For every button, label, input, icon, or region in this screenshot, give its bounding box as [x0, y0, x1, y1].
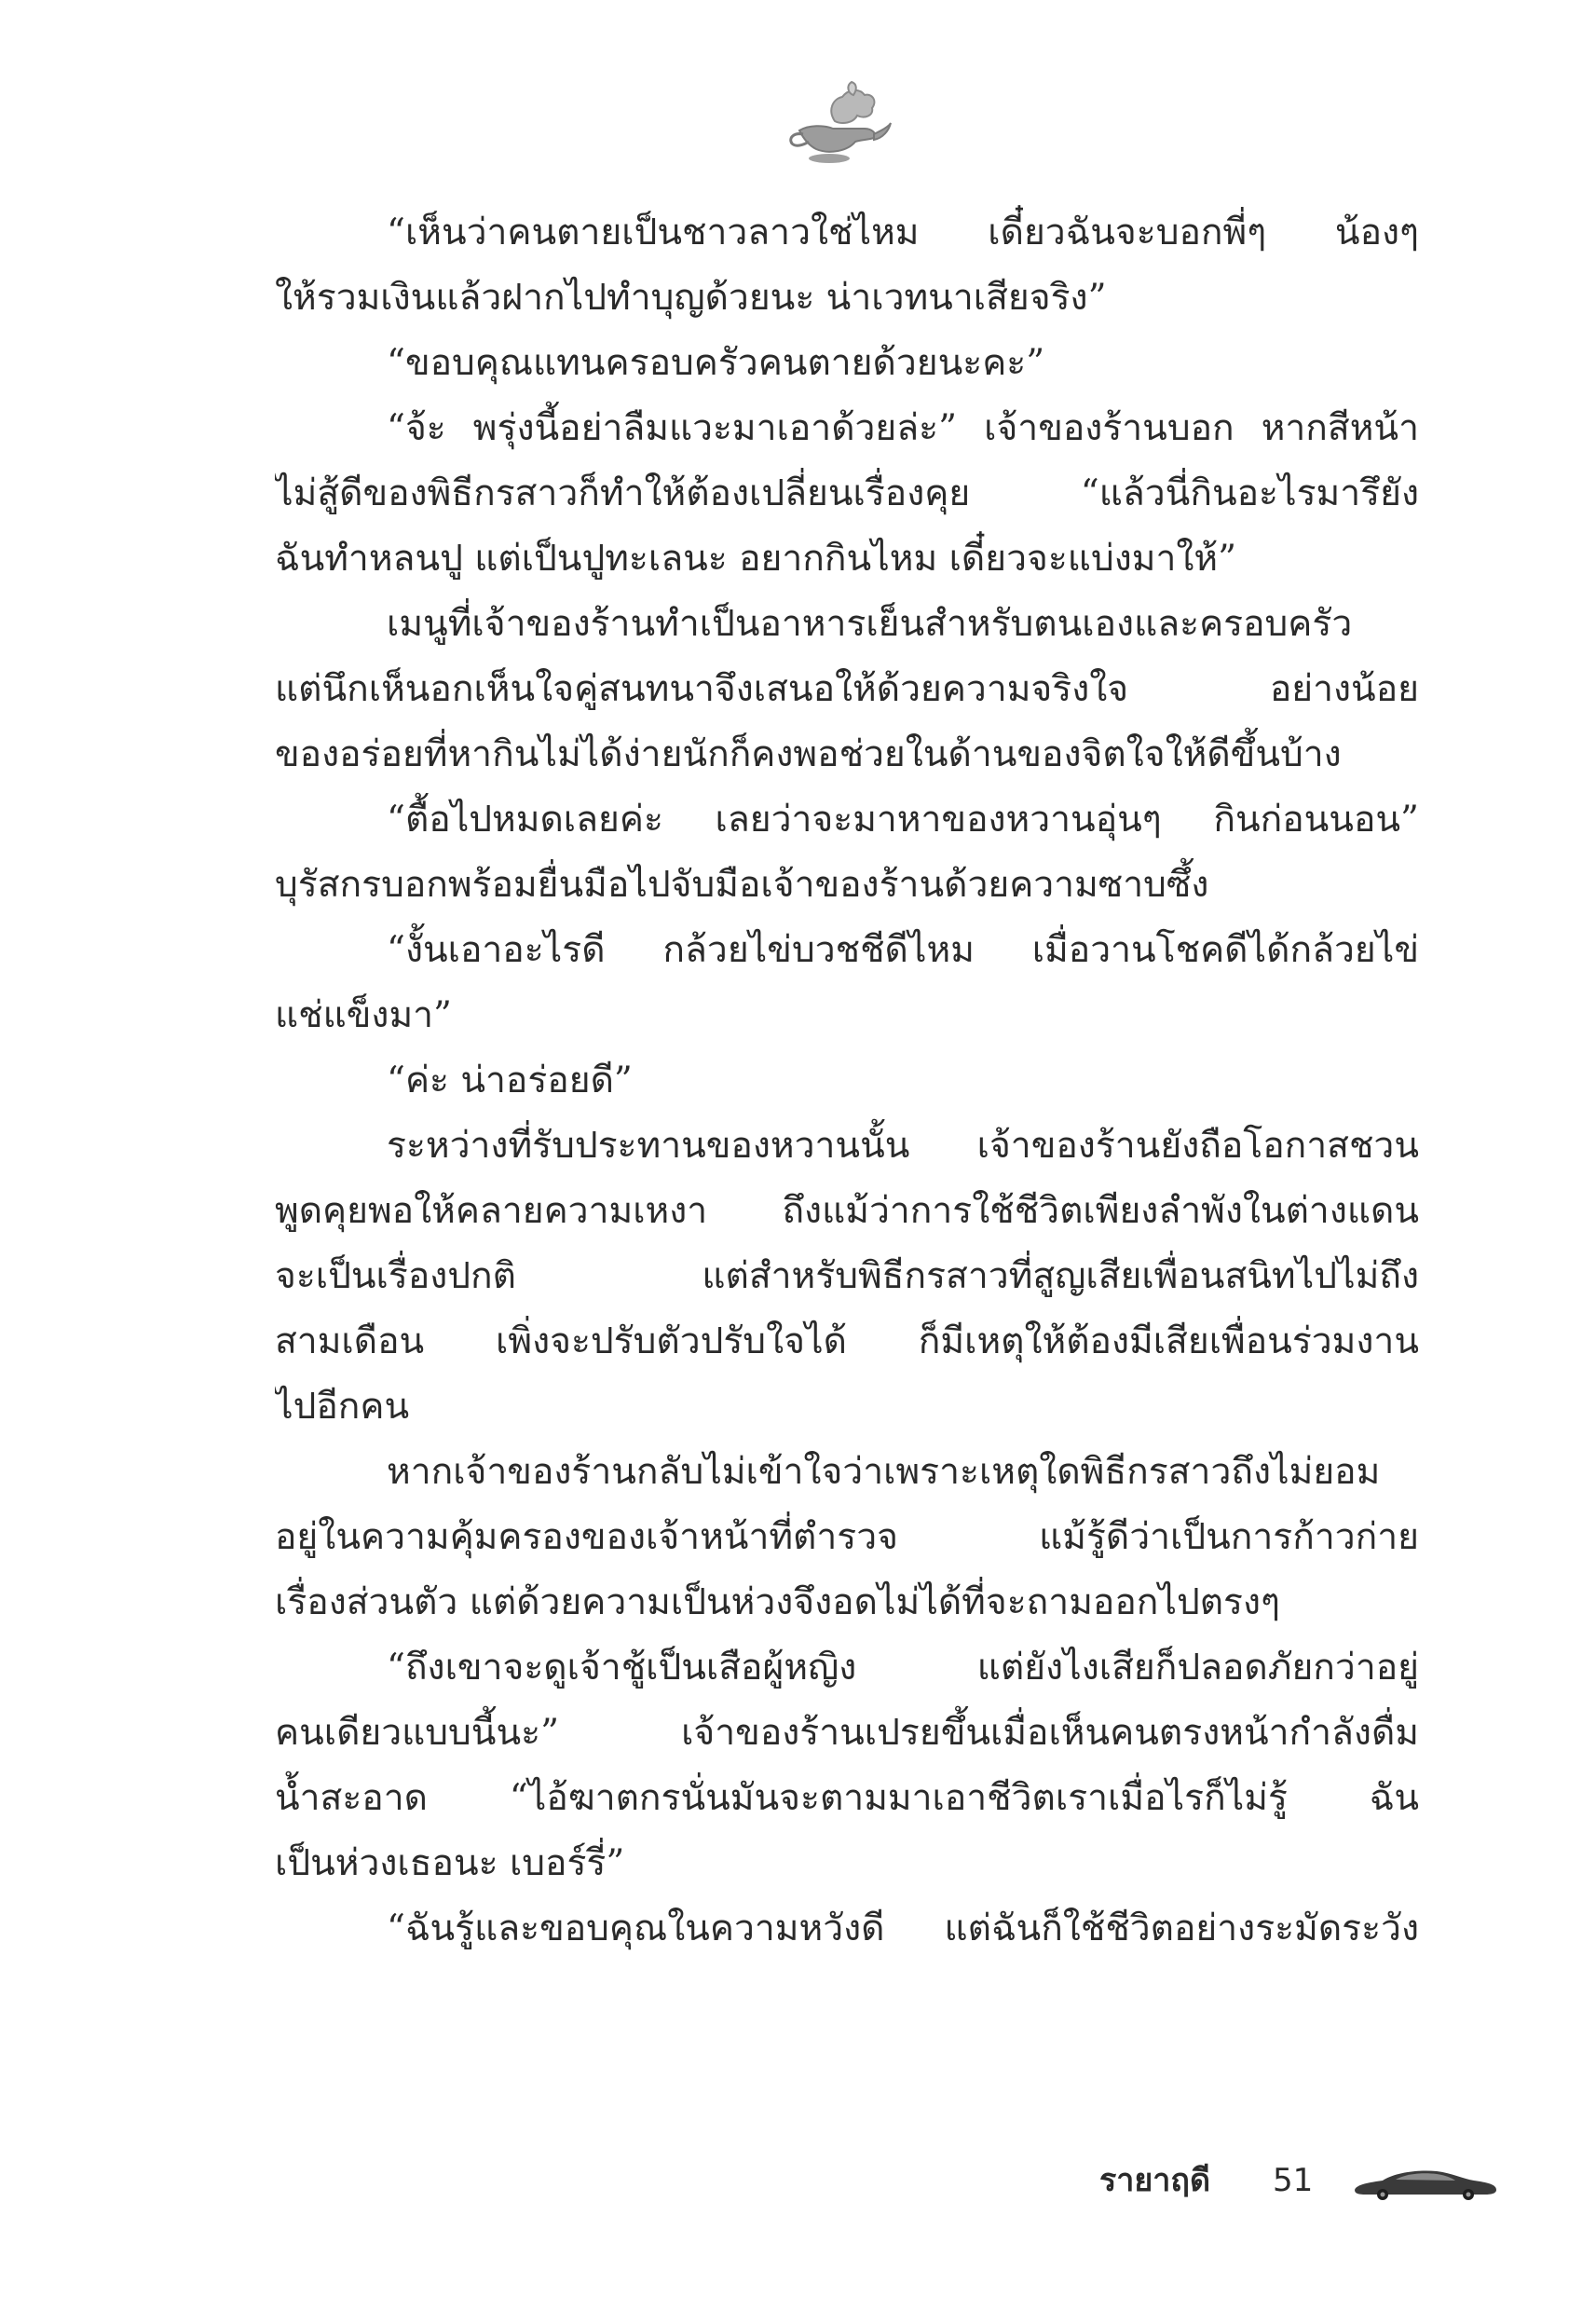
text-line: “ตื้อไปหมดเลยค่ะ เลยว่าจะมาหาของหวานอุ่นๆ กินก่อนนอน” [387, 799, 1419, 841]
text-line: อยู่ในความคุ้มครองของเจ้าหน้าที่ตำรวจ แม้รู้ดีว่าเป็นการก้าวก่าย [275, 1516, 1419, 1558]
text-line: พูดคุยพอให้คลายความเหงา ถึงแม้ว่าการใช้ชีวิตเพียงลำพังในต่างแดน [275, 1190, 1419, 1232]
text-line: เรื่องส่วนตัว แต่ด้วยความเป็นห่วงจึงอดไม่ได้ที่จะถามออกไปตรงๆ [275, 1581, 1280, 1623]
text-line: ไปอีกคน [275, 1386, 410, 1428]
text-line: ให้รวมเงินแล้วฝากไปทำบุญด้วยนะ น่าเวทนาเสียจริง” [275, 277, 1107, 319]
text-line: บุรัสกรบอกพร้อมยื่นมือไปจับมือเจ้าของร้านด้วยความซาบซึ้ง [275, 864, 1209, 906]
page-footer [1099, 2154, 1519, 2210]
text-line: หากเจ้าของร้านกลับไม่เข้าใจว่าเพราะเหตุใดพิธีกรสาวถึงไม่ยอม [387, 1451, 1381, 1493]
text-line: ฉันทำหลนปู แต่เป็นปูทะเลนะ อยากกินไหม เดี๋ยวจะแบ่งมาให้” [275, 538, 1237, 580]
text-line: “งั้นเอาอะไรดี กล้วยไข่บวชชีดีไหม เมื่อวานโชคดีได้กล้วยไข่ [387, 929, 1419, 971]
text-line: “ขอบคุณแทนครอบครัวคนตายด้วยนะคะ” [387, 342, 1045, 384]
text-line: “ฉันรู้และขอบคุณในความหวังดี แต่ฉันก็ใช้ชีวิตอย่างระมัดระวัง [387, 1908, 1419, 1949]
car-icon [1351, 2164, 1500, 2201]
text-line: ไม่สู้ดีของพิธีกรสาวก็ทำให้ต้องเปลี่ยนเรื่องคุย “แล้วนี่กินอะไรมารึยัง [275, 472, 1419, 514]
text-line: “ถึงเขาจะดูเจ้าชู้เป็นเสือผู้หญิง แต่ยังไงเสียก็ปลอดภัยกว่าอยู่ [387, 1647, 1419, 1689]
text-line: แต่นึกเห็นอกเห็นใจคู่สนทนาจึงเสนอให้ด้วยความจริงใจ อย่างน้อย [275, 668, 1419, 710]
text-line: “เห็นว่าคนตายเป็นชาวลาวใช่ไหม เดี๋ยวฉันจะบอกพี่ๆ น้องๆ [387, 212, 1419, 253]
text-line: “ค่ะ น่าอร่อยดี” [387, 1060, 633, 1101]
book-title: รายาฤดี [1099, 2162, 1211, 2199]
text-line: คนเดียวแบบนี้นะ” เจ้าของร้านเปรยขึ้นเมื่อเห็นคนตรงหน้ากำลังดื่ม [275, 1712, 1419, 1754]
genie-lamp-icon [781, 73, 893, 166]
text-line: เมนูที่เจ้าของร้านทำเป็นอาหารเย็นสำหรับตนเองและครอบครัว [387, 603, 1353, 645]
text-line: สามเดือน เพิ่งจะปรับตัวปรับใจได้ ก็มีเหตุให้ต้องมีเสียเพื่อนร่วมงาน [275, 1320, 1419, 1362]
text-line: แช่แข็งมา” [275, 994, 452, 1036]
text-line: เป็นห่วงเธอนะ เบอร์รี่” [275, 1842, 625, 1884]
text-line: “จ้ะ พรุ่งนี้อย่าลืมแวะมาเอาด้วยล่ะ” เจ้าของร้านบอก หากสีหน้า [387, 407, 1419, 449]
text-line: จะเป็นเรื่องปกติ แต่สำหรับพิธีกรสาวที่สูญเสียเพื่อนสนิทไปไม่ถึง [275, 1255, 1419, 1297]
text-line: ของอร่อยที่หากินไม่ได้ง่ายนักก็คงพอช่วยในด้านของจิตใจให้ดีขึ้นบ้าง [275, 733, 1342, 775]
body-text [275, 200, 1419, 1962]
text-line: ระหว่างที่รับประทานของหวานนั้น เจ้าของร้านยังถือโอกาสชวน [387, 1125, 1419, 1167]
page-number: 51 [1273, 2162, 1314, 2199]
text-line: น้ำสะอาด “ไอ้ฆาตกรนั่นมันจะตามมาเอาชีวิตเราเมื่อไรก็ไม่รู้ ฉัน [275, 1777, 1419, 1819]
